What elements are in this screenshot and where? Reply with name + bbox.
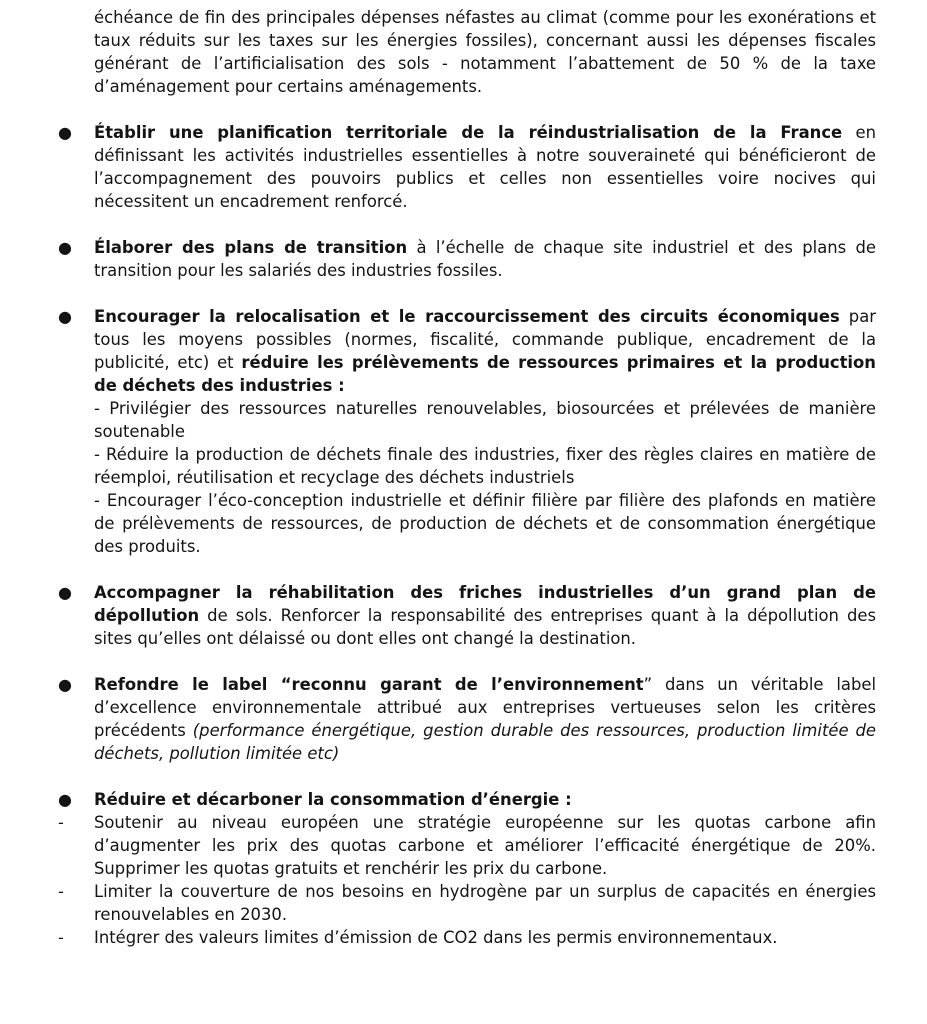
item-paragraph — [94, 307, 876, 395]
item-heading: Encourager la relocalisation et le raccourcissement des circuits économiques — [94, 307, 840, 326]
dash-marker: - — [58, 813, 64, 832]
bullet-icon: ● — [58, 123, 72, 142]
item-heading: Accompagner la réhabilitation des friches industrielles d’un grand plan de dépollution — [94, 583, 876, 625]
list-item-friches — [94, 581, 876, 650]
item-text: à l’échelle de chaque site industriel et des plans de transition pour les salariés des industries fossiles. — [94, 238, 876, 280]
intro-paragraph — [94, 6, 876, 98]
dash-item-text: Soutenir au niveau européen une stratégie européenne sur les quotas carbone afin d’augmenter les prix des quotas carbone et améliorer l’efficacité énergétique de 20%. Supprimer les quotas gratuits et renchérir les prix du carbone. — [94, 813, 876, 878]
dash-item-hydrogene — [94, 880, 876, 926]
item-text: en définissant les activités industrielles essentielles à notre souveraineté qui bénéficieront de l’accompagnement des pouvoirs publics et celles non essentielles voire nocives qui nécessitent un encadrement renforcé. — [94, 123, 876, 211]
dash-item-text: Intégrer des valeurs limites d’émission de CO2 dans les permis environnementaux. — [94, 928, 778, 947]
bullet-icon: ● — [58, 583, 72, 602]
item-text: de sols. Renforcer la responsabilité des entreprises quant à la dépollution des sites qu’elles ont délaissé ou dont elles ont changé la destination. — [94, 606, 876, 648]
list-item-relocalisation — [94, 305, 876, 558]
intro-text: échéance de fin des principales dépenses néfastes au climat (comme pour les exonérations et taux réduits sur les taxes sur les énergies fossiles), concernant aussi les dépenses fiscales générant de l’artificialisation des sols - notamment l’abattement de 50 % de la taxe d’aménagement pour certains aménagements. — [94, 8, 876, 96]
item-heading: Réduire et décarboner la consommation d’énergie : — [94, 790, 572, 809]
dash-item-text: Limiter la couverture de nos besoins en hydrogène par un surplus de capacités en énergies renouvelables en 2030. — [94, 882, 876, 924]
sub-item: - Encourager l’éco-conception industrielle et définir filière par filière des plafonds en matière de prélèvements de ressources, de production de déchets et de consommation énergétique des produits. — [94, 491, 876, 556]
bullet-icon: ● — [58, 675, 72, 694]
bullet-icon: ● — [58, 238, 72, 257]
dash-marker: - — [58, 882, 64, 901]
dash-item-quotas — [94, 811, 876, 880]
list-item-label — [94, 673, 876, 765]
list-item-energie — [94, 788, 876, 811]
bullet-icon: ● — [58, 307, 72, 326]
sub-item: - Privilégier des ressources naturelles renouvelables, biosourcées et prélevées de manière soutenable — [94, 399, 876, 441]
item-heading: Refondre le label “reconnu garant de l’environnement — [94, 675, 644, 694]
item-heading: Établir une planification territoriale de la réindustrialisation de la France — [94, 123, 843, 142]
dash-marker: - — [58, 928, 64, 947]
sub-item: - Réduire la production de déchets finale des industries, fixer des règles claires en matière de réemploi, réutilisation et recyclage des déchets industriels — [94, 445, 876, 487]
item-heading-secondary: réduire les prélèvements de ressources primaires et la production de déchets des industries : — [94, 353, 876, 395]
dash-item-co2 — [94, 926, 876, 949]
list-item-plans-transition — [94, 236, 876, 282]
bullet-icon: ● — [58, 790, 72, 809]
item-italic-text: (performance énergétique, gestion durable des ressources, production limitée de déchets, pollution limitée etc) — [94, 721, 876, 763]
item-text: ” dans un véritable label d’excellence environnementale attribué aux entreprises vertueuses selon les critères précédents — [94, 675, 876, 740]
list-item-planification — [94, 121, 876, 213]
item-text: par tous les moyens possibles (normes, fiscalité, commande publique, encadrement de la publicité, etc) et — [94, 307, 876, 372]
item-heading: Élaborer des plans de transition — [94, 238, 408, 257]
